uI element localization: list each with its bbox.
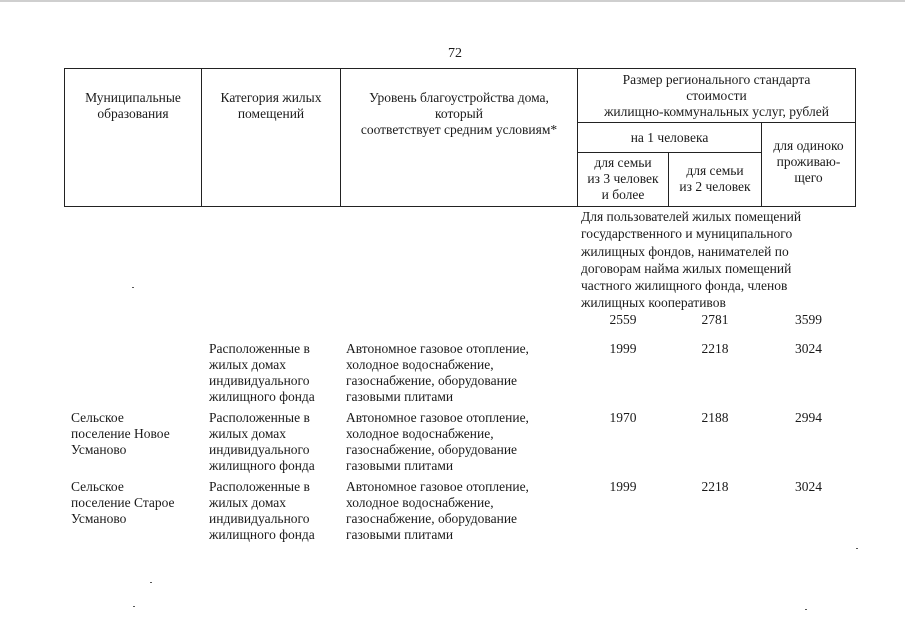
scan-speck bbox=[132, 287, 134, 288]
cell-line: холодное водоснабжение, bbox=[346, 495, 494, 510]
header-family-2 bbox=[669, 163, 761, 195]
cell-value-single: 3024 bbox=[795, 341, 822, 356]
cell-line: жилых домах bbox=[209, 357, 287, 372]
cell-line: Автономное газовое отопление, bbox=[346, 341, 529, 356]
header-standard-size bbox=[578, 72, 855, 120]
cell-line: Усманово bbox=[71, 511, 127, 526]
header-line: помещений bbox=[237, 106, 305, 121]
cell-line: газовыми плитами bbox=[346, 458, 454, 473]
header-line: для одиноко bbox=[773, 138, 844, 153]
cell-line: Сельское bbox=[71, 479, 124, 494]
cell-line: индивидуального bbox=[209, 442, 310, 457]
cell-category bbox=[209, 341, 340, 405]
note-line: государственного и муниципального bbox=[581, 226, 793, 242]
header-line: из 2 человек bbox=[679, 179, 751, 194]
cell-municipality bbox=[71, 410, 201, 458]
header-municipalities bbox=[65, 90, 201, 122]
cell-line: газоснабжение, оборудование bbox=[346, 511, 518, 526]
cell-line: жилых домах bbox=[209, 495, 287, 510]
cell-line: индивидуального bbox=[209, 373, 310, 388]
cell-value-single: 3024 bbox=[795, 479, 822, 494]
header-family-3 bbox=[578, 155, 668, 203]
header-line: Категория жилых bbox=[220, 90, 322, 105]
table-right-border bbox=[855, 68, 856, 207]
cell-line: холодное водоснабжение, bbox=[346, 357, 494, 372]
cell-improvement-level bbox=[346, 410, 576, 474]
cell-category bbox=[209, 410, 340, 474]
header-line: стоимости bbox=[686, 88, 747, 103]
header-line: Уровень благоустройства дома, bbox=[369, 90, 549, 105]
section-value-family3: 2559 bbox=[609, 312, 637, 327]
cell-value-family3: 1970 bbox=[609, 410, 637, 425]
cell-line: холодное водоснабжение, bbox=[346, 426, 494, 441]
cell-value-family2: 2218 bbox=[701, 341, 729, 356]
header-line: Муниципальные bbox=[85, 90, 181, 105]
cell-line: Сельское bbox=[71, 410, 124, 425]
header-bottom-rule bbox=[64, 206, 856, 207]
group-divider-rule bbox=[577, 122, 856, 123]
section-value-single: 3599 bbox=[795, 312, 822, 327]
header-improvement-level bbox=[341, 90, 577, 138]
table-left-border bbox=[64, 68, 65, 207]
cell-line: Расположенные в bbox=[209, 341, 310, 356]
header-line: для семьи bbox=[686, 163, 744, 178]
page-number: 72 bbox=[448, 46, 462, 61]
header-single-resident bbox=[762, 138, 855, 186]
scan-speck bbox=[133, 606, 135, 607]
section-note bbox=[581, 208, 851, 312]
cell-line: газовыми плитами bbox=[346, 527, 454, 542]
header-line: Размер регионального стандарта bbox=[622, 72, 811, 87]
cell-value-single: 2994 bbox=[795, 410, 822, 425]
header-per-person: на 1 человека bbox=[630, 130, 709, 145]
cell-line: газовыми плитами bbox=[346, 389, 454, 404]
note-line: Для пользователей жилых помещений bbox=[581, 209, 802, 224]
col-divider-1 bbox=[201, 68, 202, 207]
cell-line: жилых домах bbox=[209, 426, 287, 441]
cell-line: Автономное газовое отопление, bbox=[346, 479, 529, 494]
cell-value-family3: 1999 bbox=[609, 341, 637, 356]
cell-line: Расположенные в bbox=[209, 410, 310, 425]
header-line: и более bbox=[601, 187, 645, 202]
note-line: частного жилищного фонда, членов bbox=[581, 278, 788, 294]
cell-value-family2: 2188 bbox=[701, 410, 729, 425]
header-category bbox=[202, 90, 340, 122]
cell-value-family3: 1999 bbox=[609, 479, 637, 494]
header-top-rule bbox=[64, 68, 856, 69]
cell-line: газоснабжение, оборудование bbox=[346, 373, 518, 388]
note-line: жилищных кооперативов bbox=[581, 295, 726, 311]
cell-line: Автономное газовое отопление, bbox=[346, 410, 529, 425]
cell-line: поселение Старое bbox=[71, 495, 175, 510]
cell-improvement-level bbox=[346, 479, 576, 543]
cell-line: газоснабжение, оборудование bbox=[346, 442, 518, 457]
header-line: щего bbox=[794, 170, 823, 185]
header-line: соответствует средним условиям* bbox=[360, 122, 558, 137]
cell-line: индивидуального bbox=[209, 511, 310, 526]
section-value-family2: 2781 bbox=[701, 312, 729, 327]
scan-speck bbox=[150, 582, 152, 583]
header-line: который bbox=[435, 106, 483, 121]
cell-line: Расположенные в bbox=[209, 479, 310, 494]
per-person-divider-rule bbox=[577, 152, 761, 153]
cell-line: Усманово bbox=[71, 442, 127, 457]
cell-category bbox=[209, 479, 340, 543]
note-line: жилищных фондов, нанимателей по bbox=[581, 243, 789, 259]
cell-line: жилищного фонда bbox=[209, 527, 315, 542]
header-line: проживаю- bbox=[776, 154, 841, 169]
cell-line: поселение Новое bbox=[71, 426, 170, 441]
header-line: жилищно-коммунальных услуг, рублей bbox=[604, 104, 829, 119]
cell-value-family2: 2218 bbox=[701, 479, 729, 494]
page-top-border bbox=[0, 0, 905, 2]
cell-improvement-level bbox=[346, 341, 576, 405]
cell-line: жилищного фонда bbox=[209, 458, 315, 473]
scan-speck bbox=[856, 548, 858, 549]
cell-municipality bbox=[71, 479, 201, 527]
note-line: договорам найма жилых помещений bbox=[581, 260, 792, 276]
header-line: из 3 человек bbox=[587, 171, 659, 186]
header-line: образования bbox=[97, 106, 169, 121]
scan-speck bbox=[805, 609, 807, 610]
header-line: для семьи bbox=[594, 155, 652, 170]
cell-line: жилищного фонда bbox=[209, 389, 315, 404]
